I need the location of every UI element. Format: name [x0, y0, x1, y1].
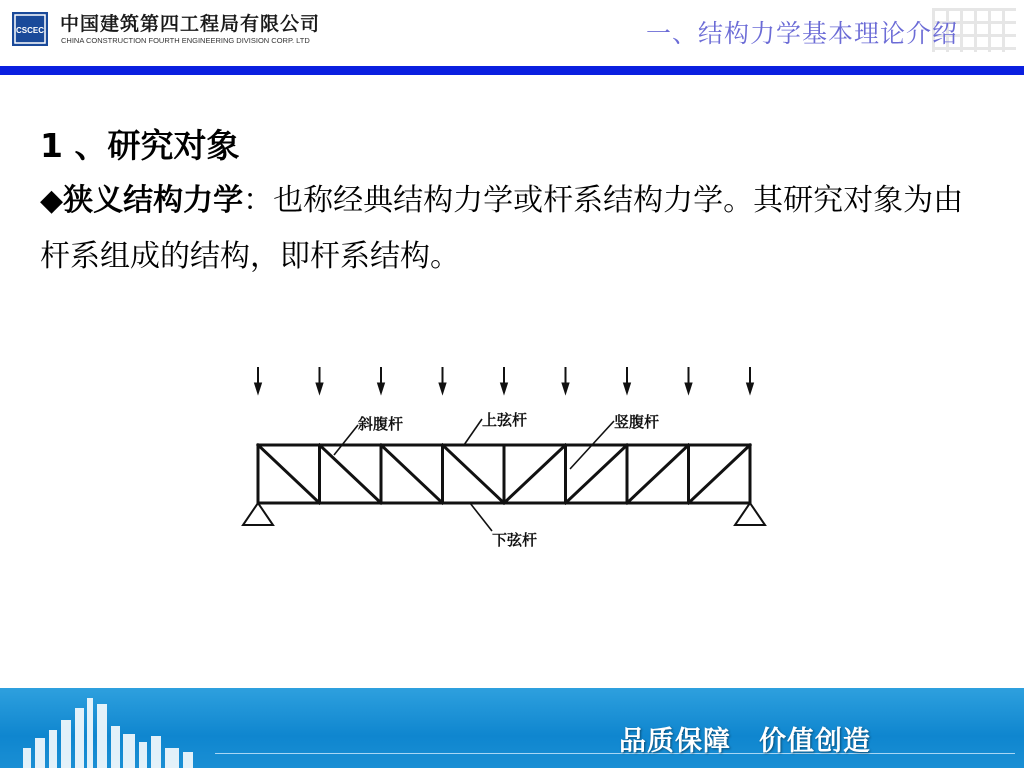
load-arrows	[255, 367, 754, 394]
city-skyline-icon	[15, 690, 215, 768]
label-top-chord: 上弦杆	[482, 411, 528, 429]
truss-diagram	[230, 355, 770, 555]
support-triangle	[735, 503, 765, 525]
slide-header	[0, 0, 1024, 66]
truss-supports	[243, 503, 765, 525]
truss-members	[258, 445, 750, 503]
term-label: 狭义结构力学	[63, 183, 244, 218]
diagonal-web-member	[627, 445, 689, 503]
definition-paragraph	[40, 173, 975, 285]
diagonal-web-member	[566, 445, 628, 503]
load-arrow-head	[562, 383, 569, 394]
header-accent-bar	[0, 66, 1024, 75]
company-name-en: CHINA CONSTRUCTION FOURTH ENGINEERING DIVISION CORP. LTD	[61, 36, 310, 45]
load-arrow-head	[378, 383, 385, 394]
leader-bottom-chord	[470, 503, 492, 531]
diagonal-web-member	[689, 445, 751, 503]
diagonal-web-member	[443, 445, 505, 503]
diagonal-web-member	[320, 445, 382, 503]
support-triangle	[243, 503, 273, 525]
diagonal-web-member	[504, 445, 566, 503]
footer-divider	[215, 753, 1015, 754]
leader-top-chord	[464, 419, 482, 445]
leader-diagonal-web	[334, 425, 358, 455]
company-logo-icon	[12, 12, 48, 46]
logo-text: CSCEC	[15, 26, 45, 35]
diagonal-web-member	[258, 445, 320, 503]
load-arrow-head	[439, 383, 446, 394]
load-arrow-head	[685, 383, 692, 394]
load-arrow-head	[255, 383, 262, 394]
company-name-cn: 中国建筑第四工程局有限公司	[60, 13, 321, 35]
section-title: 一、结构力学基本理论介绍	[645, 19, 958, 48]
footer-slogan: 品质保障 价值创造	[619, 726, 871, 757]
term-definition: 也称经典结构力学或杆系结构力学。其研究对象为由杆系组成的结构，即杆系结构。	[40, 183, 964, 274]
label-diagonal-web: 斜腹杆	[358, 415, 404, 433]
bullet-diamond-icon: ◆	[40, 183, 64, 218]
term-colon: ：	[243, 183, 274, 218]
slide-heading: 1 、研究对象	[40, 126, 240, 165]
diagonal-web-member	[381, 445, 443, 503]
load-arrow-head	[747, 383, 754, 394]
load-arrow-head	[316, 383, 323, 394]
label-vertical-web: 竖腹杆	[614, 413, 660, 431]
load-arrow-head	[624, 383, 631, 394]
load-arrow-head	[501, 383, 508, 394]
label-bottom-chord: 下弦杆	[492, 531, 538, 549]
